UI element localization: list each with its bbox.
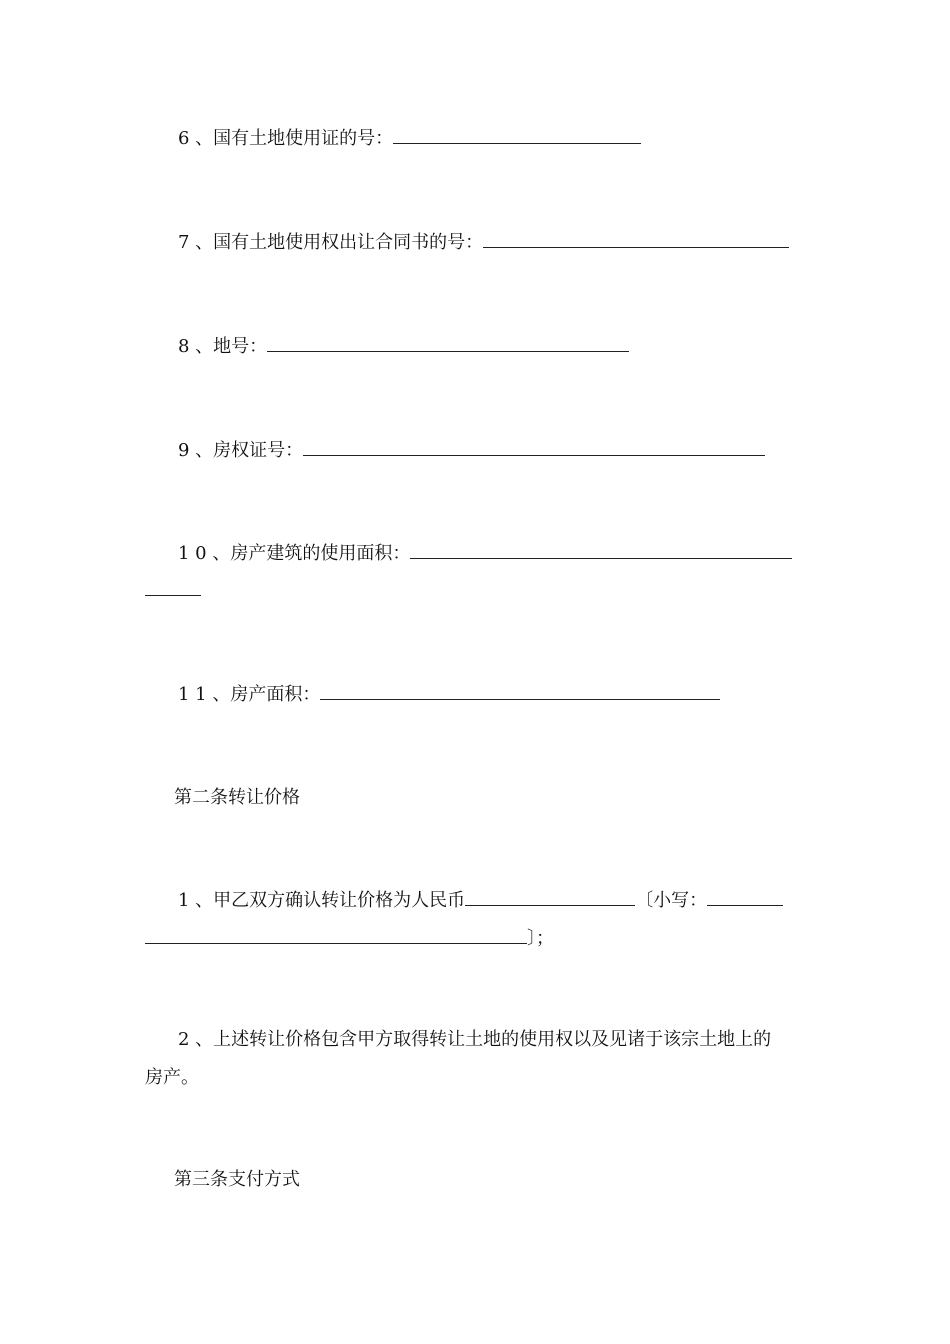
- item-7-label: 7 、国有土地使用权出让合同书的号：: [178, 232, 484, 253]
- price-small-blank-continued: [145, 942, 527, 944]
- section-2-p1-small-label: 〔小写：: [635, 890, 708, 911]
- section-2-p1-end: 〕；: [527, 928, 554, 949]
- item-11-label: 1 1 、房产面积：: [178, 684, 321, 705]
- item-9-row: [178, 439, 765, 463]
- section-2-p2-line-2: 房产。: [145, 1067, 199, 1088]
- item-9-blank: [303, 454, 765, 456]
- price-small-blank: [707, 904, 783, 906]
- item-10-row: [178, 542, 792, 566]
- item-11-blank: [320, 698, 720, 700]
- section-2-p1-row-2: [145, 927, 554, 951]
- item-7-row: [178, 231, 789, 255]
- item-6-blank: [393, 142, 641, 144]
- item-10-label: 1 0 、房产建筑的使用面积：: [178, 543, 411, 564]
- item-7-blank: [483, 246, 789, 248]
- price-blank: [465, 904, 635, 906]
- item-8-row: [178, 335, 629, 359]
- item-6-label: 6 、国有土地使用证的号：: [178, 128, 394, 149]
- section-3-heading: 第三条支付方式: [174, 1169, 300, 1190]
- item-9-label: 9 、房权证号：: [178, 440, 304, 461]
- item-8-label: 8 、地号：: [178, 336, 268, 357]
- item-6-row: [178, 127, 641, 151]
- section-2-p2-line-1: 2 、上述转让价格包含甲方取得转让土地的使用权以及见诸于该宗土地上的: [178, 1029, 772, 1050]
- item-11-row: [178, 683, 720, 707]
- item-8-blank: [267, 350, 629, 352]
- section-2-p1-row: [178, 889, 783, 913]
- item-10-blank-continued: [145, 595, 201, 596]
- section-2-heading: 第二条转让价格: [174, 787, 300, 808]
- section-2-p1-text: 1 、甲乙双方确认转让价格为人民币: [178, 890, 466, 911]
- item-10-blank: [410, 557, 792, 559]
